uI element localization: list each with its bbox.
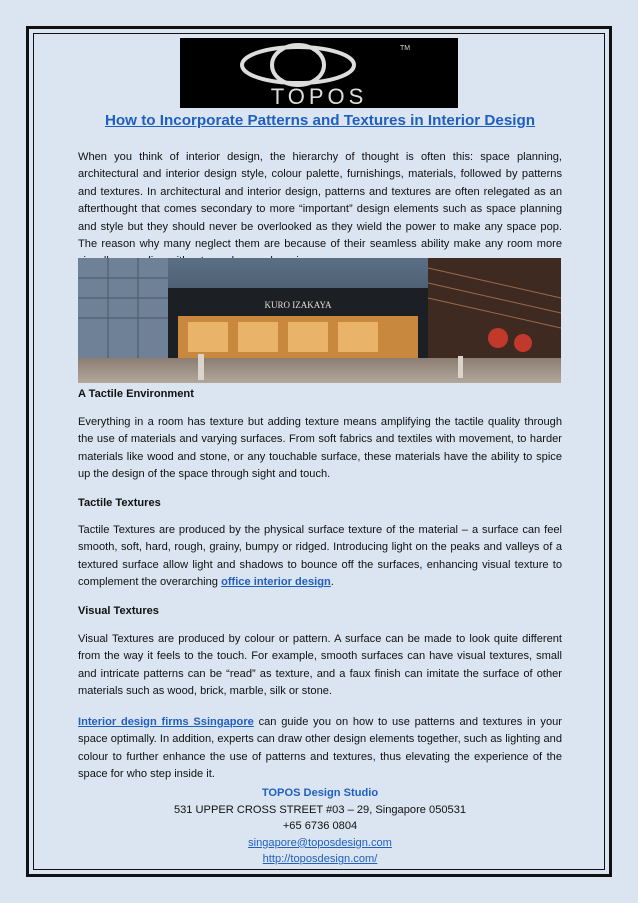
photo-sign: KURO IZAKAYA <box>264 300 332 310</box>
interior-design-firms-link[interactable]: Interior design firms Ssingapore <box>78 716 254 728</box>
intro-paragraph: When you think of interior design, the hierarchy of thought is often this: space planning, architectural and interior design style, colour palette, furnishings, materials, followed by patterns and textures. In architectural and interior design, patterns and textures are often relegated as an afterthought that comes secondary to more “important” design elements such as space planning and style but they should never be overlooked as they wield the power to make any space pop. The reason why many neglect them are because of their seamless ability make any room more <box>78 151 562 251</box>
office-interior-design-link[interactable]: office interior design <box>221 576 331 589</box>
logo-tm: TM <box>400 45 411 52</box>
paragraph-visual-textures: Visual Textures are produced by colour or pattern. A surface can be made to look quite different from the way it feels to the touch. For example, smooth surfaces can have visual textures, small and intricate patterns can be “read” as texture, and a faux finish can imitate the surface of other materials such as wood, brick, marble, silk or stone. <box>78 633 562 698</box>
topos-logo <box>180 38 458 108</box>
paragraph-closing <box>78 714 562 784</box>
footer-phone: +65 6736 0804 <box>282 820 358 833</box>
article-title: How to Incorporate Patterns and Textures in Interior Design <box>104 112 536 129</box>
heading-tactile-textures: Tactile Textures <box>78 497 161 509</box>
paragraph-tactile-environment: Everything in a room has texture but adding texture means amplifying the tactile quality through the use of materials and varying surfaces. From soft fabrics and textiles with movement, to harder materials like wood and stone, or any touchable surface, these materials have the ability to spice up the design of the space through sight and touch. <box>78 416 562 481</box>
restaurant-photo <box>78 258 561 383</box>
footer-studio-name: TOPOS Design Studio <box>261 787 379 799</box>
tactile-textures-end: . <box>330 576 334 589</box>
heading-tactile-environment: A Tactile Environment <box>78 388 194 400</box>
footer-address: 531 UPPER CROSS STREET #03 – 29, Singapore 050531 <box>173 803 467 816</box>
logo-wordmark: TOPOS <box>270 84 368 108</box>
heading-visual-textures: Visual Textures <box>78 605 159 617</box>
closing-text: can guide you on how to use patterns and textures in your space optimally. In addition, experts can draw other design elements together, such as lighting and colour to further enhance the use of patterns and textures, thus elevating the experience of the space for who step inside it. <box>78 716 562 781</box>
footer-website-link[interactable]: http://toposdesign.com/ <box>262 853 378 866</box>
footer-email-link[interactable]: singapore@toposdesign.com <box>248 836 392 849</box>
footer <box>78 785 562 868</box>
paragraph-tactile-textures <box>78 522 562 592</box>
tactile-textures-text: Tactile Textures are produced by the physical surface texture of the material – a surface can feel smooth, soft, hard, rough, grainy, bumpy or ridged. Introducing light on the peaks and valleys of a textured surface allow light and shadows to bounce off the surfaces, enhancing visual texture to complement the overarching <box>78 524 562 589</box>
